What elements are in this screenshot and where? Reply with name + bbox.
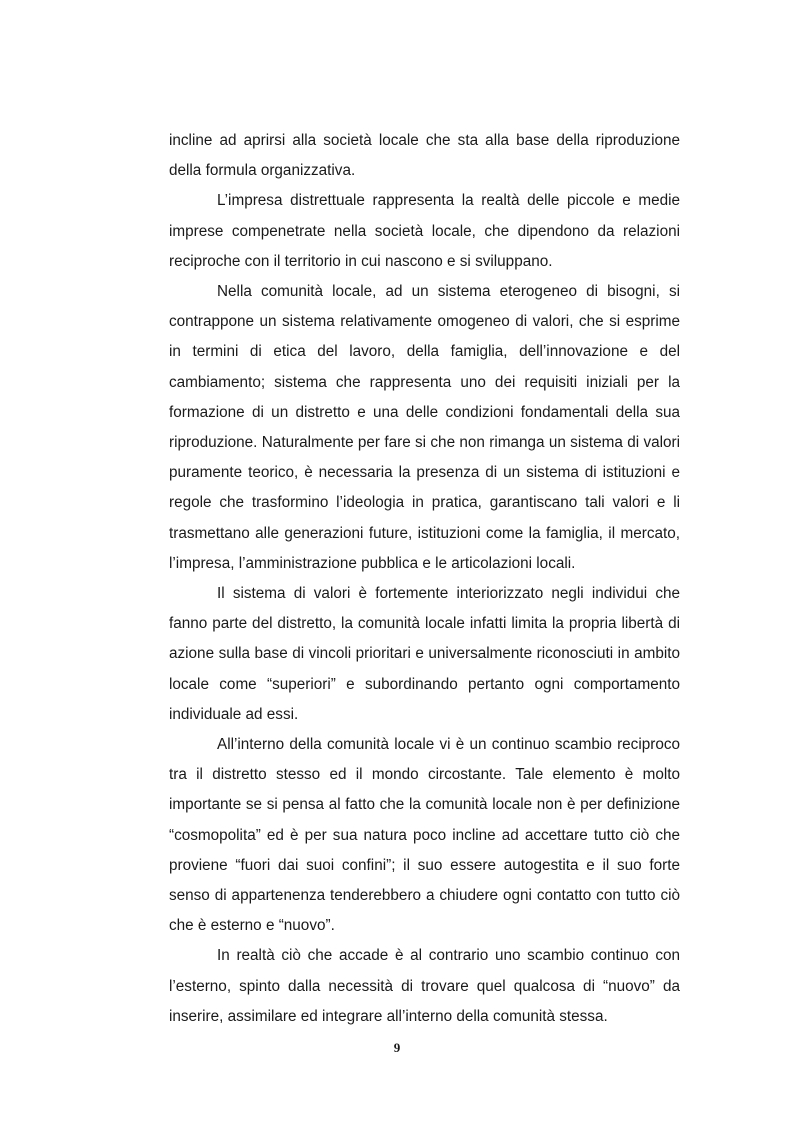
paragraph-5: All’interno della comunità locale vi è un continuo scambio reciproco tra il distretto stesso ed il mondo circostante. Tale elemento è molto importante se si pensa al fatto che la comunità locale non è per definizione “cosmopolita” ed è per sua natura poco incline ad accettare tutto ciò che proviene “fuori dai suoi confini”; il suo essere autogestita e il suo forte senso di appartenenza tenderebbero a chiudere ogni contatto con tutto ciò che è esterno e “nuovo”. bbox=[169, 736, 680, 935]
paragraph-4: Il sistema di valori è fortemente interiorizzato negli individui che fanno parte del distretto, la comunità locale infatti limita la propria libertà di azione sulla base di vincoli prioritari e universalmente riconosciuti in ambito locale come “superiori” e subordinando pertanto ogni comportamento individuale ad essi. bbox=[169, 585, 680, 723]
paragraph-3: Nella comunità locale, ad un sistema eterogeneo di bisogni, si contrappone un sistema relativamente omogeneo di valori, che si esprime in termini di etica del lavoro, della famiglia, dell’innovazione e del cambiamento; sistema che rappresenta uno dei requisiti iniziali per la formazione di un distretto e una delle condizioni fondamentali della sua riproduzione. Naturalmente per fare si che non rimanga un sistema di valori puramente teorico, è necessaria la presenza di un sistema di istituzioni e regole che trasformino l’ideologia in pratica, garantiscano tali valori e li trasmettano alle generazioni future, istituzioni come la famiglia, il mercato, l’impresa, l’amministrazione pubblica e le articolazioni locali. bbox=[169, 283, 680, 572]
paragraph-2: L’impresa distrettuale rappresenta la realtà delle piccole e medie imprese compenetrate nella società locale, che dipendono da relazioni reciproche con il territorio in cui nascono e si sviluppano. bbox=[169, 192, 680, 270]
page-body bbox=[169, 126, 680, 1032]
paragraph-1: incline ad aprirsi alla società locale che sta alla base della riproduzione della formula organizzativa. bbox=[169, 132, 680, 180]
paragraph-6: In realtà ciò che accade è al contrario uno scambio continuo con l’esterno, spinto dalla necessità di trovare quel qualcosa di “nuovo” da inserire, assimilare ed integrare all’interno della comunità stessa. bbox=[169, 947, 680, 1025]
page-number: 9 bbox=[393, 1040, 401, 1055]
